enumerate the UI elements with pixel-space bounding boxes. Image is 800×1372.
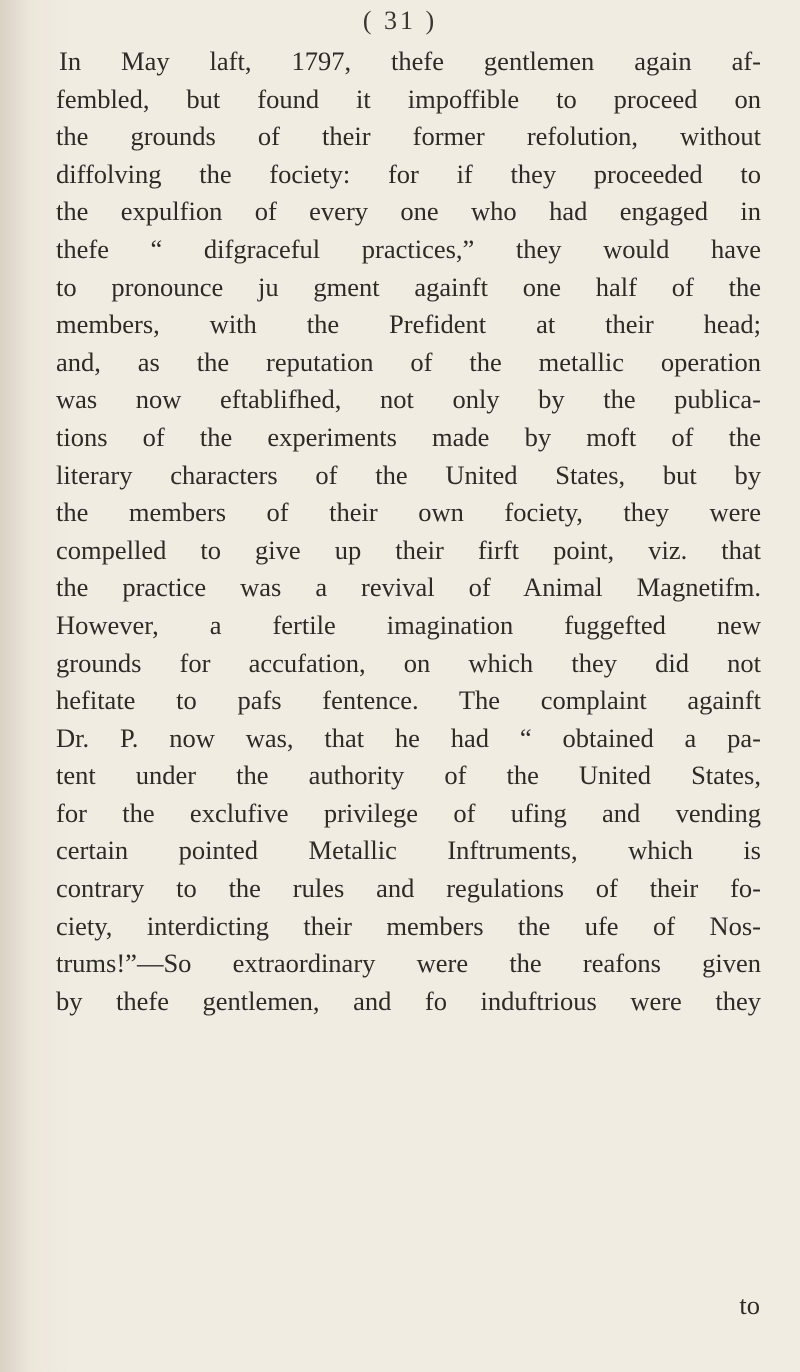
text-line: tent under the authority of the United States, [56,760,761,791]
text-line: the practice was a revival of Animal Magnetifm. [56,572,761,603]
text-line: In May laft, 1797, thefe gentlemen again af- [59,46,761,76]
text-line: the members of their own fociety, they were [56,497,761,528]
text-line: the expulfion of every one who had engaged in [56,196,761,227]
text-line: by thefe gentlemen, and fo induftrious were they [56,985,761,1016]
text-line: and, as the reputation of the metallic operation [56,346,761,377]
text-line: Dr. P. now was, that he had “ obtained a pa- [56,722,761,753]
text-line: tions of the experiments made by moft of the [56,421,761,452]
text-line: certain pointed Metallic Inftruments, which is [56,835,761,866]
text-line: hefitate to pafs fentence. The complaint againft [56,685,761,716]
text-line: However, a fertile imagination fuggefted new [56,609,761,640]
text-line: fembled, but found it impoffible to proceed on [56,83,761,114]
text-line: members, with the Prefident at their head; [56,309,761,340]
text-line: ciety, interdicting their members the ufe of Nos- [56,910,761,941]
text-line: compelled to give up their firft point, viz. that [56,534,761,565]
text-line: literary characters of the United States, but by [56,459,761,490]
text-line: grounds for accufation, on which they did not [56,647,761,678]
text-line: thefe “ difgraceful practices,” they would have [56,233,761,264]
text-line: contrary to the rules and regulations of their fo- [56,873,761,904]
text-line: was now eftablifhed, not only by the publica- [56,384,761,415]
text-line: the grounds of their former refolution, without [56,121,761,152]
catchword: to [739,1290,760,1320]
body-paragraph [56,43,761,1020]
text-line: diffolving the fociety: for if they proceeded to [56,158,761,189]
text-line: trums!”—So extraordinary were the reafons given [56,948,761,979]
text-line: to pronounce ju gment againft one half of the [56,271,761,302]
text-line: for the exclufive privilege of ufing and vending [56,797,761,828]
page-number: ( 31 ) [362,6,438,35]
